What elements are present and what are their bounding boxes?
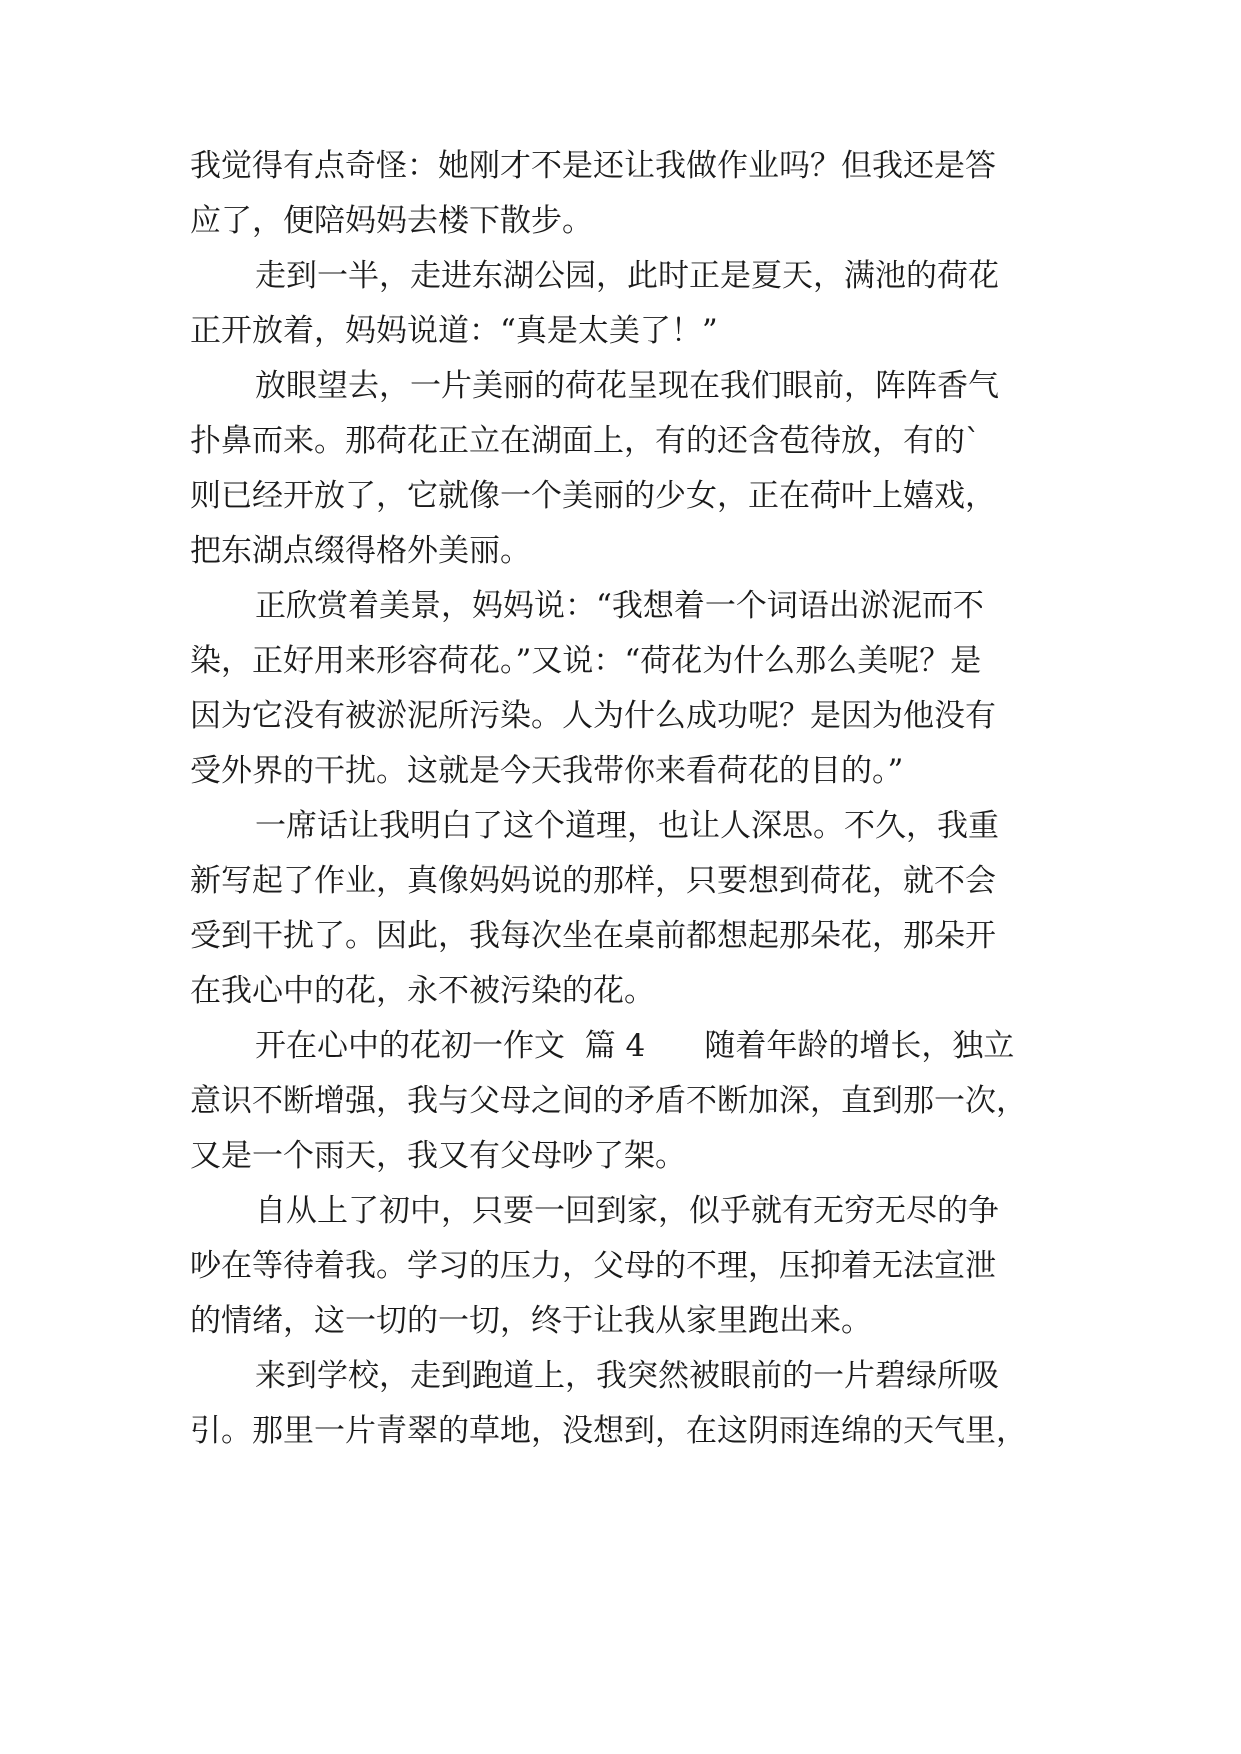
text-line: 因为它没有被淤泥所污染。人为什么成功呢？是因为他没有 <box>190 698 996 734</box>
text-line: 又是一个雨天，我又有父母吵了架。 <box>190 1138 686 1174</box>
paragraph-first-line: 自从上了初中，只要一回到家，似乎就有无穷无尽的争 <box>255 1193 999 1229</box>
paragraph-first-line: 一席话让我明白了这个道理，也让人深思。不久，我重 <box>255 808 999 844</box>
text-line: 扑鼻而来。那荷花正立在湖面上，有的还含苞待放，有的` <box>190 423 981 459</box>
section-heading-line: 开在心中的花初一作文 篇 4 随着年龄的增长，独立 <box>255 1028 1015 1064</box>
paragraph-first-line: 正欣赏着美景，妈妈说：“我想着一个词语出淤泥而不 <box>255 588 984 624</box>
text-line: 正开放着，妈妈说道：“真是太美了！” <box>190 313 718 349</box>
text-line: 我觉得有点奇怪：她刚才不是还让我做作业吗？但我还是答 <box>190 148 996 184</box>
text-line: 的情绪，这一切的一切，终于让我从家里跑出来。 <box>190 1303 872 1339</box>
text-line: 新写起了作业，真像妈妈说的那样，只要想到荷花，就不会 <box>190 863 996 899</box>
paragraph-first-line: 来到学校，走到跑道上，我突然被眼前的一片碧绿所吸 <box>255 1358 999 1394</box>
paragraph-first-line: 放眼望去，一片美丽的荷花呈现在我们眼前，阵阵香气 <box>255 368 999 404</box>
text-line: 吵在等待着我。学习的压力，父母的不理，压抑着无法宣泄 <box>190 1248 996 1284</box>
text-line: 染，正好用来形容荷花。”又说：“荷花为什么那么美呢？是 <box>190 643 982 679</box>
text-line: 在我心中的花，永不被污染的花。 <box>190 973 655 1009</box>
text-line: 引。那里一片青翠的草地，没想到，在这阴雨连绵的天气里， <box>190 1413 1027 1449</box>
text-line: 意识不断增强，我与父母之间的矛盾不断加深，直到那一次， <box>190 1083 1027 1119</box>
paragraph-first-line: 走到一半，走进东湖公园，此时正是夏天，满池的荷花 <box>255 258 999 294</box>
text-line: 把东湖点缀得格外美丽。 <box>190 533 531 569</box>
text-line: 受外界的干扰。这就是今天我带你来看荷花的目的。” <box>190 753 904 789</box>
text-line: 则已经开放了，它就像一个美丽的少女，正在荷叶上嬉戏， <box>190 478 996 514</box>
text-line: 受到干扰了。因此，我每次坐在桌前都想起那朵花，那朵开 <box>190 918 996 954</box>
text-line: 应了，便陪妈妈去楼下散步。 <box>190 203 593 239</box>
